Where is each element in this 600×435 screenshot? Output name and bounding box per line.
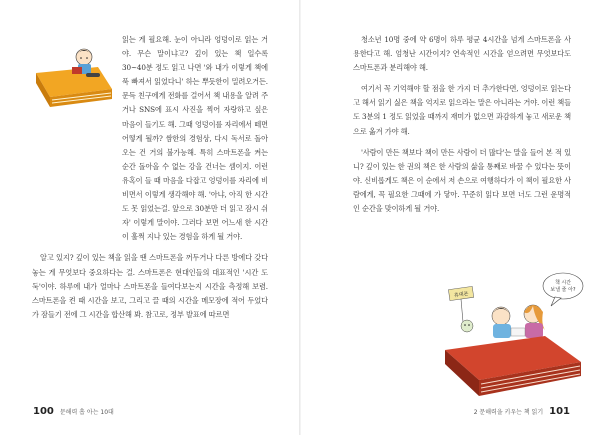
running-title-right: 2 문해력을 키우는 책 읽기 bbox=[473, 409, 544, 416]
left-paragraph-2: 알고 있지? 깊이 있는 책을 읽을 땐 스마트폰을 꺼두거나 다른 방에다 갖다 놓는 게 무엇보다 중요하다는 걸. 스마트폰은 현대인들의 대표적인 '시간 도둑'이야. 하루에 내가 얼마나 스마트폰을 들여다보는지 시간을 측정해 보렴. 스마트폰을 켠 때 시간을 보고, 그리고 끌 때의 시간을 메모장에 적어 두었다가 잠들기 전에 그 시간을 합산해 봐. 참고로, 정부 발표에 따르면 bbox=[32, 253, 268, 319]
sign-text: 휴대폰 bbox=[453, 291, 469, 299]
right-paragraph-1: 청소년 10명 중에 약 6명이 하루 평균 4시간을 넘게 스마트폰을 사용한다고 해. 엄청난 시간이지? 연속적인 시간을 얻으려면 무엇보다도 스마트폰과 분리해야 해. bbox=[353, 35, 571, 73]
right-paragraph-2: 여기서 꼭 기억해야 할 점을 한 가지 더 추가한다면, 엉덩이로 읽는다고 해서 읽기 싫은 책을 억지로 읽으라는 말은 아니라는 거야. 이런 책들도 3분의 1 정도 읽었을 때까지 재미가 없으면 과감하게 놓고 새로운 책으로 옮겨 가야 해. bbox=[353, 84, 571, 136]
right-footer bbox=[474, 406, 570, 417]
running-title-left: 문해력 흡 아는 10대 bbox=[59, 409, 114, 416]
left-footer bbox=[33, 406, 114, 417]
bubble-text-1: 책 시간 bbox=[554, 280, 572, 286]
right-body-text bbox=[353, 33, 571, 223]
left-body-text bbox=[32, 33, 268, 329]
kids-on-big-book-illustration bbox=[435, 268, 585, 398]
bubble-text-2: 보낼 줄 아? bbox=[550, 287, 576, 293]
right-page bbox=[300, 0, 600, 435]
page-number-right: 101 bbox=[549, 406, 570, 417]
left-paragraph-1: 읽는 게 필요해. 눈이 아니라 엉덩이로 읽는 거야. 무슨 말이냐고? 깊이 있는 책 일수록 30~40분 정도 읽고 나면 '와 내가 이렇게 책에 푹 빠져서 읽었다니' 하는 뿌듯한이 밀려오거든. 문득 친구에게 전화를 걸어서 책 내용을 알려 주거나 SNS에 표시 사진을 찍어 자랑하고 싶은 마음이 들기도 해. 그때 엉덩이를 자리에서 떼면 어떻게 될까? 쌈한의 경험상, 다시 독서로 돌아오는 건 거의 불가능해. 특히 스마트폰을 켜는 순간 돌아올 수 없는 강을 건너는 셈이지. 이런 유혹이 들 때 마음을 다잡고 엉덩이를 자리에 비비면서 이렇게 생각해야 해. '아냐, 아직 한 시간도 못 읽었는걸. 앞으로 30분만 더 읽고 잠시 쉬자' 이렇게 말이야. 그러다 보면 어느새 한 시간이 훌쩍 지나 있는 경험을 하게 될 거야. bbox=[122, 35, 268, 242]
page-number-left: 100 bbox=[33, 406, 54, 417]
right-paragraph-3: '사람이 만든 책보다 책이 만든 사람이 더 많다'는 말을 들어 본 적 있니? 깊이 있는 한 권의 책은 한 사람의 삶을 통째로 바꿀 수 있다는 뜻이야. 신비롭게도 책은 이 순에서 저 손으로 여행하다가 이 책이 필요한 사람에게, 꼭 필요한 그때에 가 닿아. 꾸준히 읽다 보면 너도 그런 운명적인 순간을 맞이하게 될 거야. bbox=[353, 147, 571, 214]
